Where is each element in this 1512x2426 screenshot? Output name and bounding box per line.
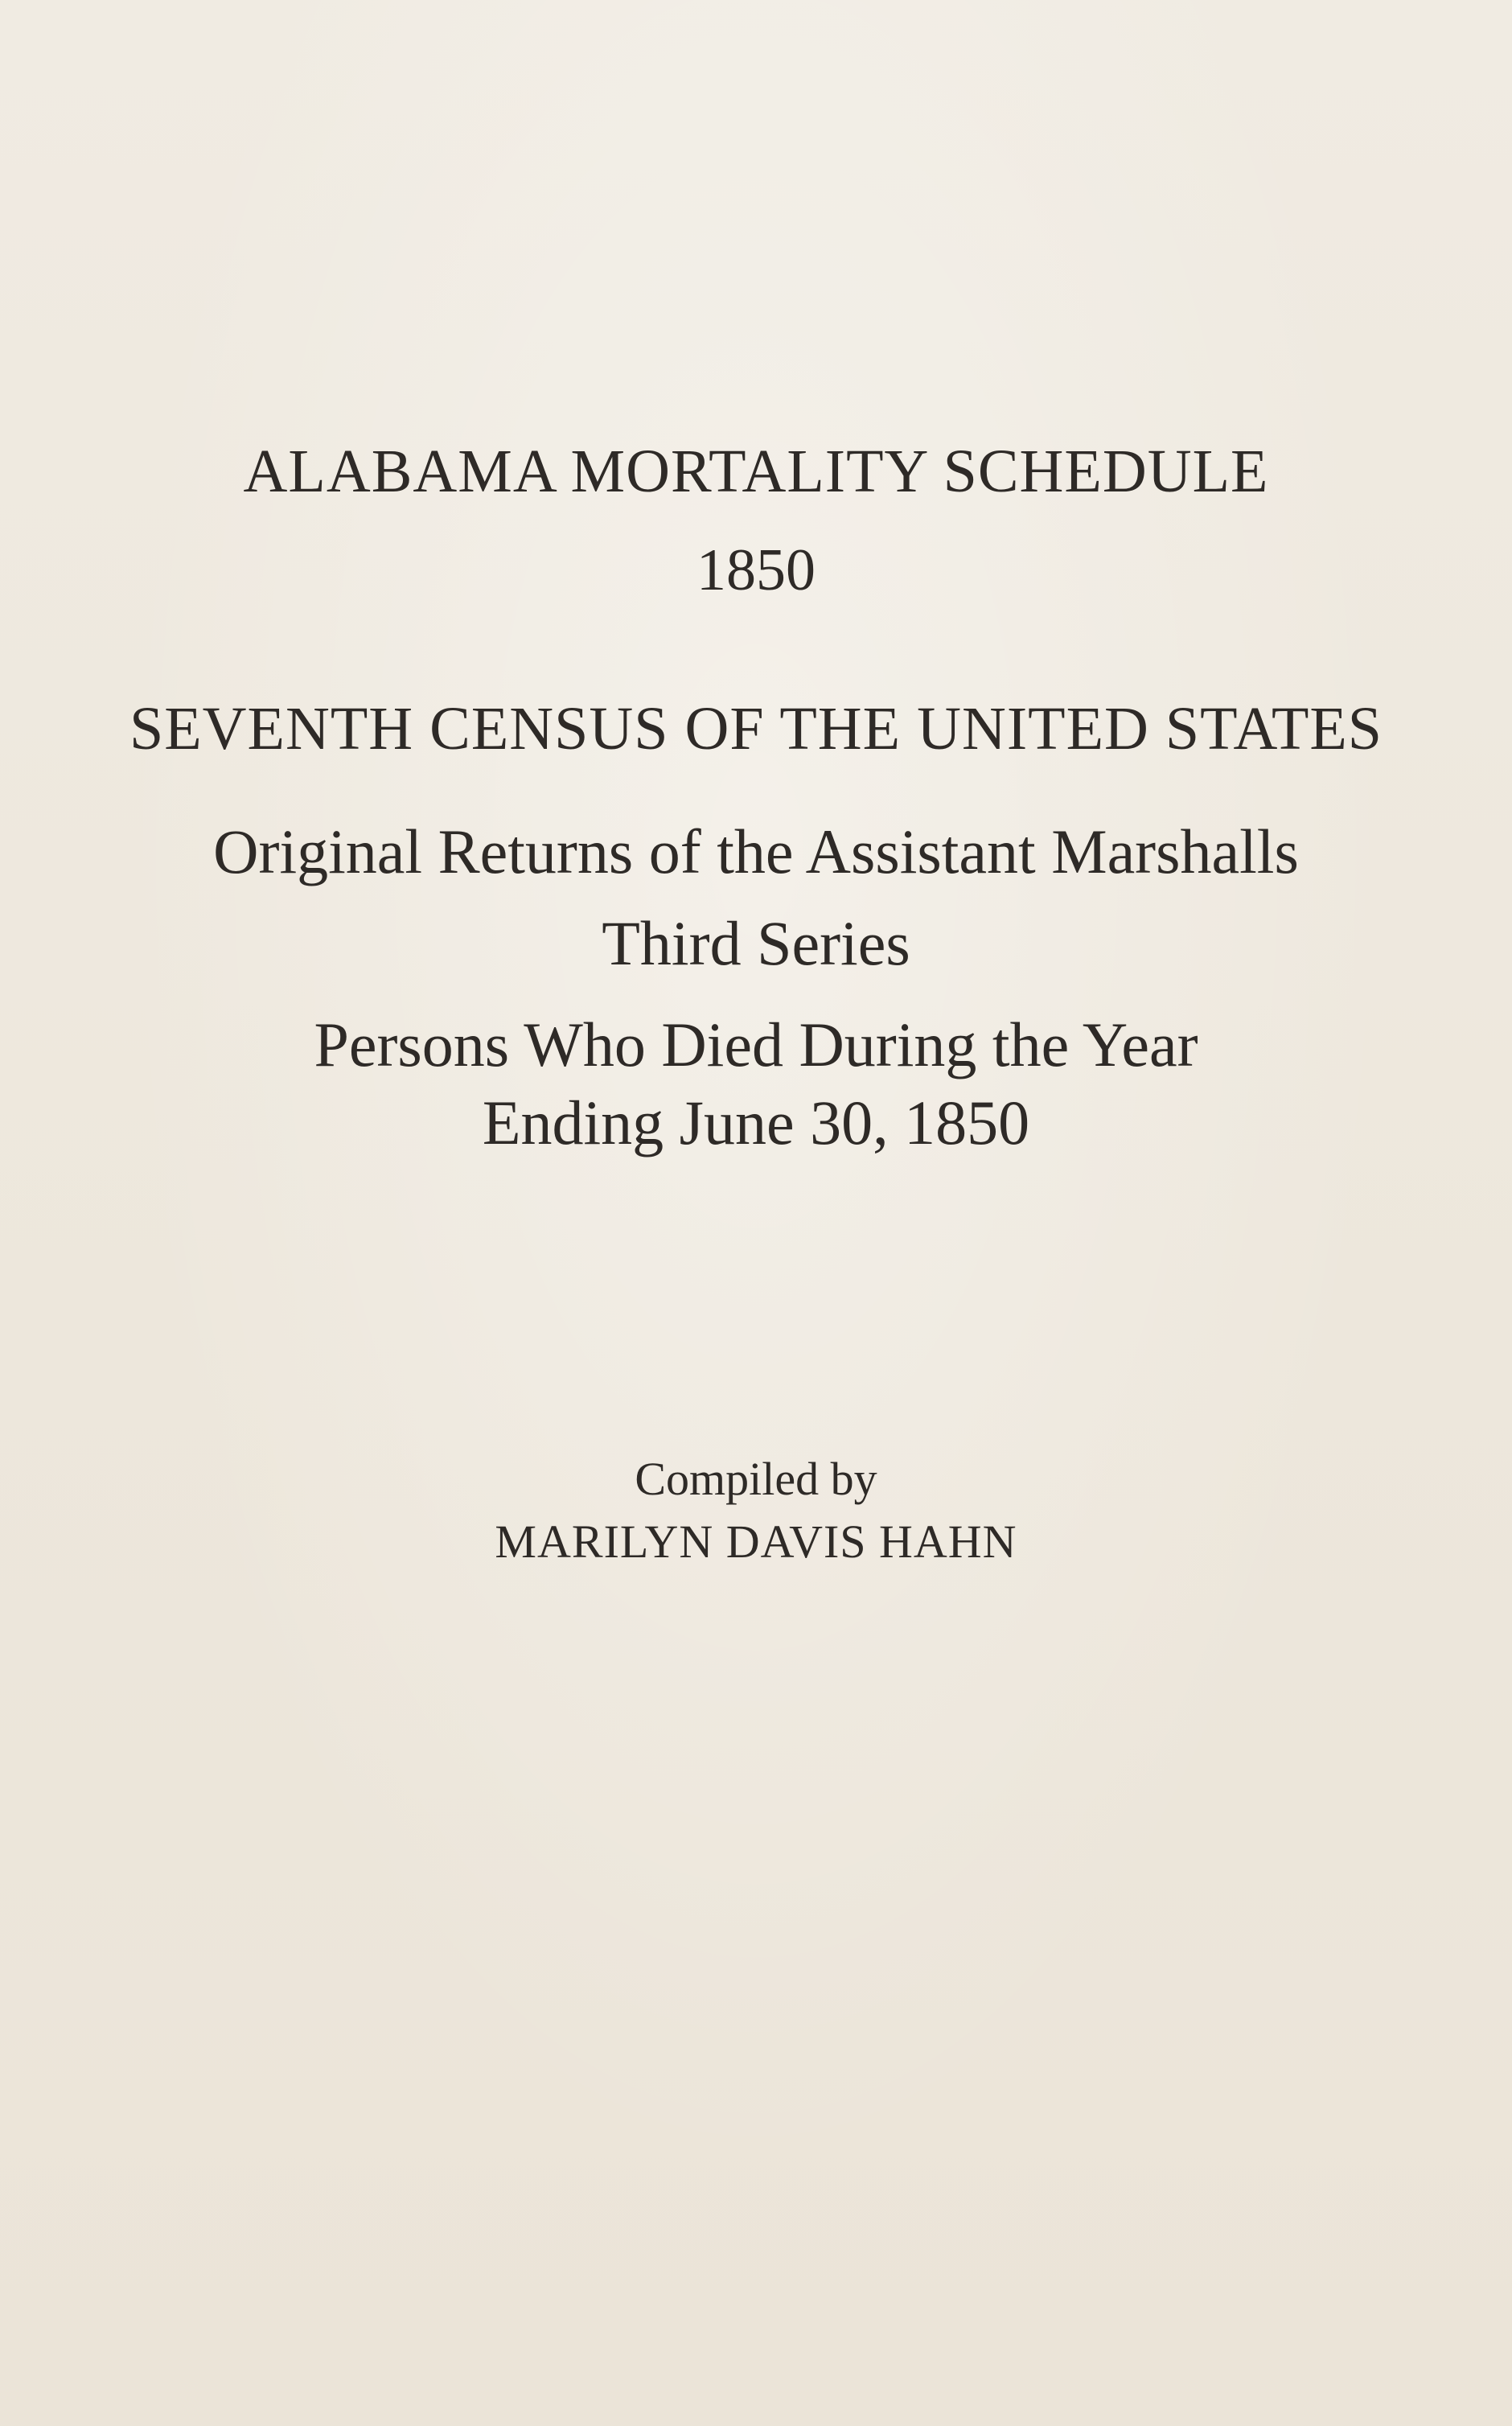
subtitle-line-3: Persons Who Died During the Year <box>314 1009 1198 1079</box>
book-title: ALABAMA MORTALITY SCHEDULE <box>243 438 1269 505</box>
compiler-name: MARILYN DAVIS HAHN <box>495 1515 1017 1568</box>
subtitle-line-1: Original Returns of the Assistant Marshalls <box>213 816 1299 886</box>
subtitle-line-4: Ending June 30, 1850 <box>482 1088 1030 1157</box>
compiled-by-label: Compiled by <box>635 1453 877 1505</box>
book-year: 1850 <box>696 537 816 603</box>
subtitle-line-2: Third Series <box>602 908 910 978</box>
census-heading: SEVENTH CENSUS OF THE UNITED STATES <box>129 695 1383 763</box>
